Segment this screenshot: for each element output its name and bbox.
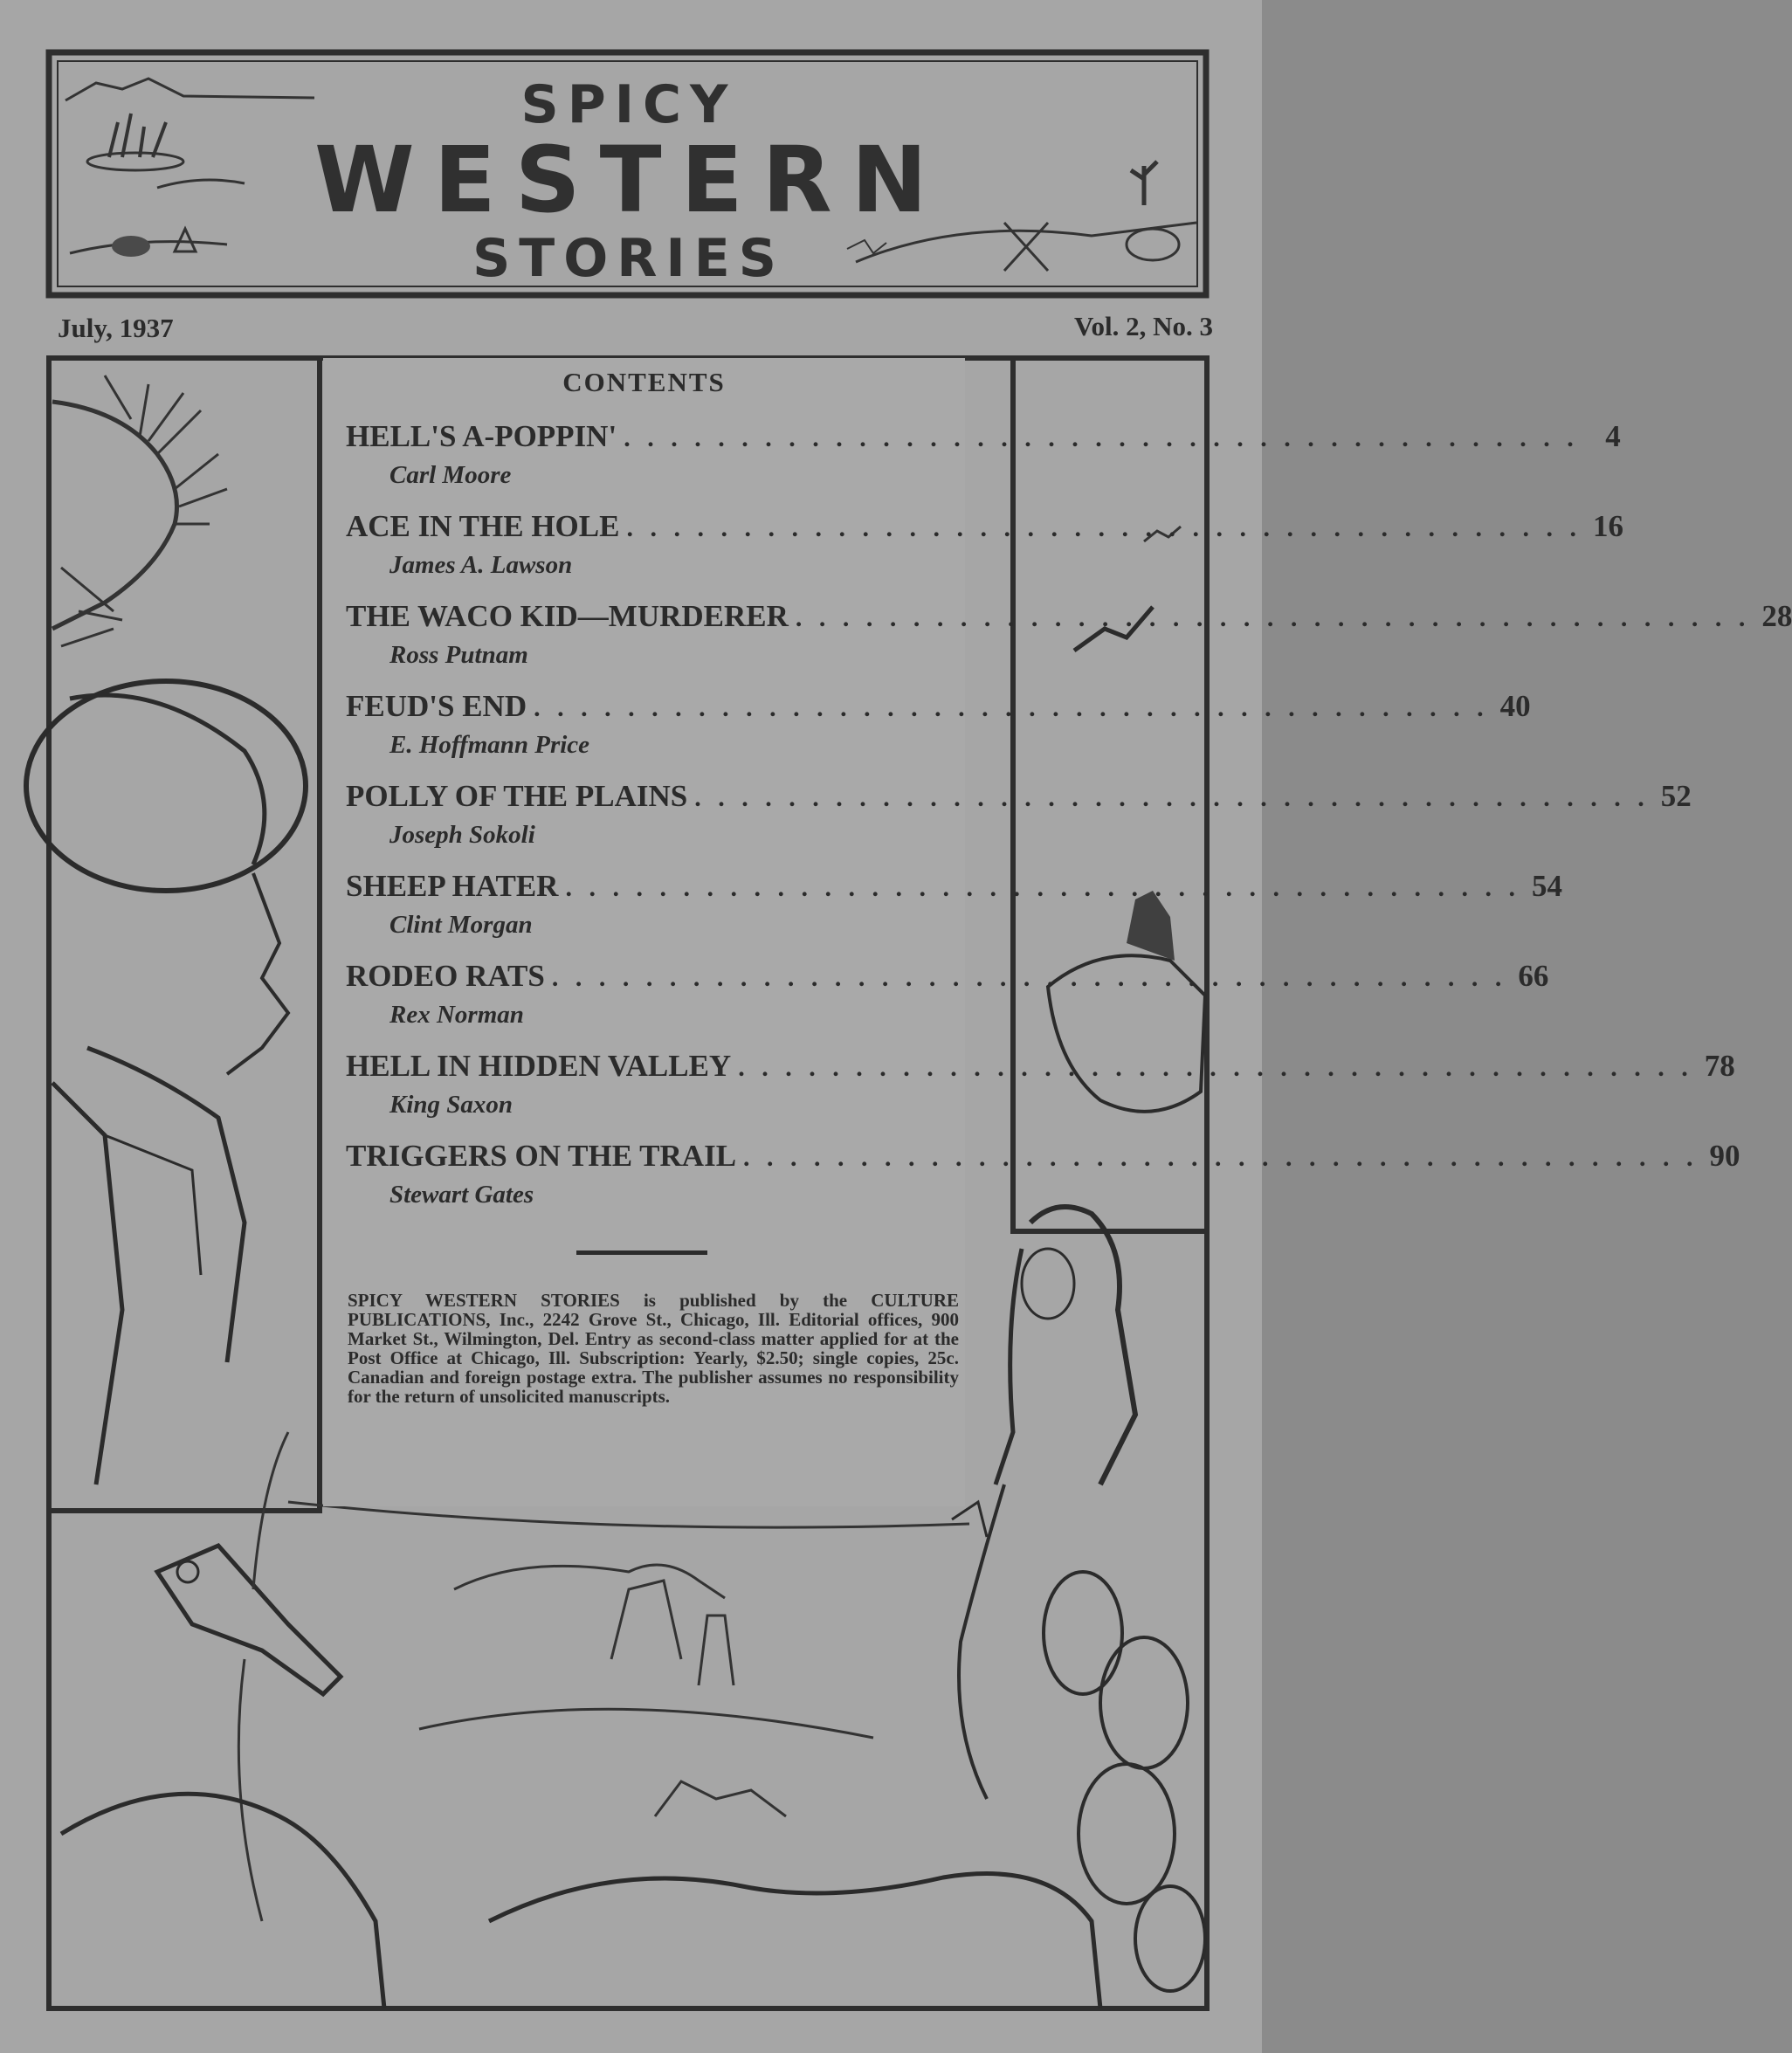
story-title: TRIGGERS ON THE TRAIL	[346, 1139, 737, 1173]
leader-dots: . . . . . . . . . . . . . . . . . . . . . . . . . . . . . . . . . . . . . . . . .	[694, 783, 1650, 812]
contents-entry	[346, 957, 1549, 1037]
leader-dots: . . . . . . . . . . . . . . . . . . . . . . . . . . . . . . . . . . . . . . . . .	[743, 1143, 1699, 1172]
publication-notice: SPICY WESTERN STORIES is published by the CULTURE PUBLICATIONS, Inc., 2242 Grove St., Chicago, Ill. Editorial offices, 900 Market St., Wilmington, Del. Entry as second-class matter applied for at the Post Office at Chicago, Ill. Subscription: Yearly, $2.50; single copies, 25c. Canadian and foreign postage extra. The publisher assumes no responsibility for the return of unsolicited manuscripts.	[348, 1290, 959, 1407]
leader-dots: . . . . . . . . . . . . . . . . . . . . . . . . . . . . . . . . . . . . . . . . .	[795, 603, 1751, 632]
contents-heading: CONTENTS	[562, 367, 726, 397]
story-title: POLLY OF THE PLAINS	[346, 779, 688, 813]
story-author: Carl Moore	[389, 461, 512, 489]
section-divider	[576, 1250, 707, 1255]
leader-dots: . . . . . . . . . . . . . . . . . . . . . . . . . . . . . . . . . . . . . . . . .	[534, 693, 1489, 722]
masthead-line-2: WESTERN	[314, 127, 947, 233]
story-title: RODEO RATS	[346, 959, 545, 993]
story-author: Clint Morgan	[389, 911, 533, 939]
story-title: SHEEP HATER	[346, 869, 559, 903]
story-page-number: 28	[1761, 599, 1792, 633]
story-page-number: 52	[1660, 779, 1692, 813]
issue-date: July, 1937	[58, 313, 174, 343]
story-page-number: 16	[1592, 509, 1623, 543]
contents-entry	[346, 1047, 1735, 1127]
story-author: Stewart Gates	[389, 1181, 534, 1209]
contents-entry	[346, 1137, 1740, 1217]
story-author: James A. Lawson	[389, 551, 573, 579]
story-page-number: 4	[1605, 419, 1621, 453]
leader-dots: . . . . . . . . . . . . . . . . . . . . . . . . . . . . . . . . . . . . . . . . .	[551, 963, 1507, 992]
magazine-masthead	[314, 74, 947, 289]
story-title: THE WACO KID—MURDERER	[346, 599, 789, 633]
story-title: FEUD'S END	[346, 689, 527, 723]
story-title: ACE IN THE HOLE	[346, 509, 620, 543]
story-page-number: 66	[1518, 959, 1549, 993]
story-title: HELL'S A-POPPIN'	[346, 419, 617, 453]
leader-dots: . . . . . . . . . . . . . . . . . . . . . . . . . . . . . . . . . . . . . . . . .	[626, 513, 1582, 542]
leader-dots: . . . . . . . . . . . . . . . . . . . . . . . . . . . . . . . . . . . . . . . . .	[738, 1053, 1693, 1082]
contents-entry	[346, 417, 1621, 498]
contents-entry	[346, 777, 1692, 858]
contents-panel	[323, 358, 1792, 1506]
story-page-number: 78	[1704, 1049, 1735, 1083]
story-author: E. Hoffmann Price	[389, 731, 590, 759]
contents-entry	[346, 867, 1562, 947]
story-author: King Saxon	[389, 1091, 513, 1119]
story-author: Rex Norman	[389, 1001, 524, 1029]
story-page-number: 40	[1499, 689, 1531, 723]
story-page-number: 54	[1531, 869, 1562, 903]
story-author: Ross Putnam	[389, 641, 528, 669]
masthead-line-3: STORIES	[472, 228, 785, 289]
story-title: HELL IN HIDDEN VALLEY	[346, 1049, 732, 1083]
contents-entry	[346, 597, 1792, 678]
contents-entry	[346, 687, 1531, 768]
leader-dots: . . . . . . . . . . . . . . . . . . . . . . . . . . . . . . . . . . . . . . . . .	[624, 424, 1579, 452]
issue-volume: Vol. 2, No. 3	[1073, 311, 1213, 341]
leader-dots: . . . . . . . . . . . . . . . . . . . . . . . . . . . . . . . . . . . . . . . . .	[565, 873, 1520, 902]
contents-entry	[346, 507, 1623, 588]
masthead-line-1: SPICY	[520, 74, 737, 135]
story-author: Joseph Sokoli	[389, 821, 535, 849]
story-page-number: 90	[1709, 1139, 1740, 1173]
